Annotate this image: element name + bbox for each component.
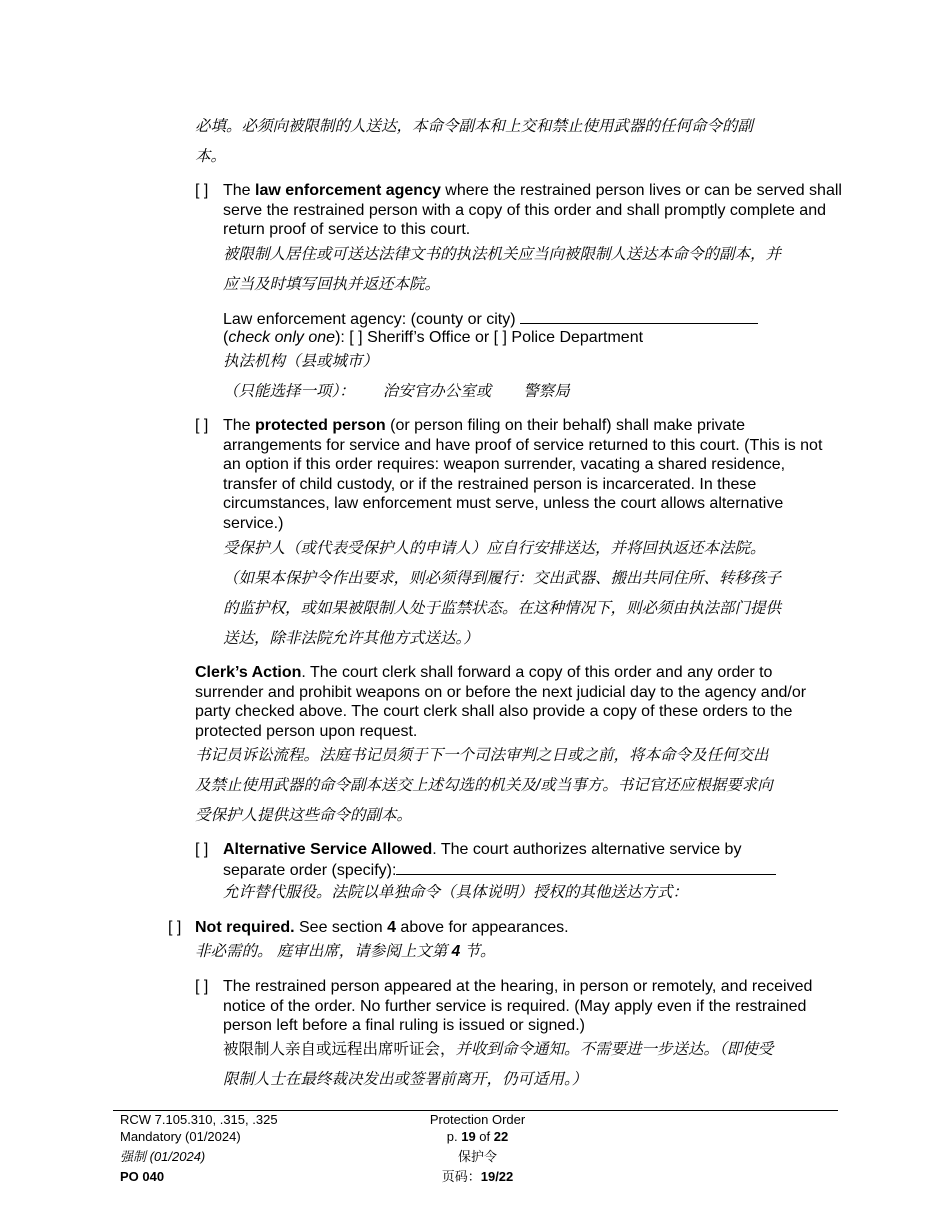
footer-center <box>400 1111 555 1185</box>
protected-person-option-zh: 受保护人（或代表受保护人的申请人）应自行安排送达，并将回执返还本法院。 （如果本保护令作出要求，则必须得到履行：交出武器、搬出共同住所、转移孩子 的监护权，或如果被限制人处于监禁状态。在这种情况下，则必须由执法部门提供 送达，除非法院允许其他方式送达。） <box>223 540 782 647</box>
footer-form-number: PO 040 <box>120 1169 165 1184</box>
not-required-text: Not required. See section 4 above for appearances. <box>195 919 569 936</box>
checkbox-law-enforcement[interactable]: [ ] <box>195 182 209 199</box>
top-zh-text: 必填。必须向被限制的人送达，本命令副本和上交和禁止使用武器的任何命令的副 本。 <box>195 118 754 165</box>
footer-mandatory: Mandatory (01/2024) <box>120 1129 241 1144</box>
footer-title-zh: 保护令 <box>457 1149 497 1164</box>
footer-mandatory-zh: 强制 (01/2024) <box>120 1149 206 1164</box>
footer-title: Protection Order <box>429 1112 526 1127</box>
agency-type-row: (check only one): [ ] Sheriff’s Office or [ ] Police Department <box>223 329 644 346</box>
agency-county-city-input[interactable] <box>520 309 758 324</box>
alternative-service-specify-input[interactable] <box>396 860 776 875</box>
checkbox-alternative-service[interactable]: [ ] <box>195 841 209 858</box>
footer-rcw: RCW 7.105.310, .315, .325 <box>120 1112 278 1127</box>
checkbox-protected-person[interactable]: [ ] <box>195 417 209 434</box>
law-enforcement-option-zh: 被限制人居住或可送达法律文书的执法机关应当向被限制人送达本命令的副本，并 应当及时填写回执并返还本院。 <box>223 246 782 293</box>
appeared-option-zh: 被限制人亲自或远程出席听证会，并收到命令通知。不需要进一步送达。（即使受 限制人士在最终裁决发出或签署前离开，仍可适用。） <box>223 1041 774 1088</box>
checkbox-not-required[interactable]: [ ] <box>168 919 182 936</box>
clerk-action-text: Clerk’s Action. The court clerk shall forward a copy of this order and any order to surrender and prohibit weapons on or before the next judicial day to the agency and/or party checked above. The court clerk shall also provide a copy of these orders to the protected person upon request. <box>195 664 807 740</box>
agency-field-zh: 执法机构（县或城市） <box>223 353 379 370</box>
agency-field-row: Law enforcement agency: (county or city) <box>223 309 843 330</box>
agency-type-zh: （只能选择一项）： 治安官办公室或 警察局 <box>223 383 570 400</box>
law-enforcement-option-text: The law enforcement agency where the restrained person lives or can be served shall serve the restrained person with a copy of this order and shall promptly complete and return proof of service to this court. <box>223 182 842 239</box>
checkbox-appeared-at-hearing[interactable]: [ ] <box>195 978 209 995</box>
checkbox-police[interactable]: [ ] <box>493 329 507 346</box>
not-required-zh: 非必需的。 庭审出席，请参阅上文第 4 节。 <box>195 943 496 960</box>
protected-person-option-text: The protected person (or person filing on their behalf) shall make private arrangements for service and have proof of service returned to this court. (This is not an option if this order requires: weapon surrender, vacating a shared residence, transfer of child custody, or if the restrained person is incarcerated. In these circumstances, law enforcement must serve, unless the court allows alternative service.) <box>223 417 823 532</box>
checkbox-sheriff[interactable]: [ ] <box>349 329 363 346</box>
footer-page-zh: 页码：19/22 <box>441 1169 514 1184</box>
appeared-option-text: The restrained person appeared at the hearing, in person or remotely, and received notice of the order. No further service is required. (May apply even if the restrained person left before a final ruling is issued or signed.) <box>223 978 813 1035</box>
alternative-service-text: Alternative Service Allowed. The court authorizes alternative service by separate order (specify): <box>223 840 803 880</box>
footer-left <box>120 1111 278 1185</box>
footer-page: p. 19 of 22 <box>446 1129 509 1144</box>
alternative-service-zh: 允许替代服役。法院以单独命令（具体说明）授权的其他送达方式： <box>223 884 689 901</box>
clerk-action-zh: 书记员诉讼流程。法庭书记员须于下一个司法审判之日或之前，将本命令及任何交出 及禁止使用武器的命令副本送交上述勾选的机关及/或当事方。书记官还应根据要求向 受保护人提供这些命令的副本。 <box>195 747 773 824</box>
